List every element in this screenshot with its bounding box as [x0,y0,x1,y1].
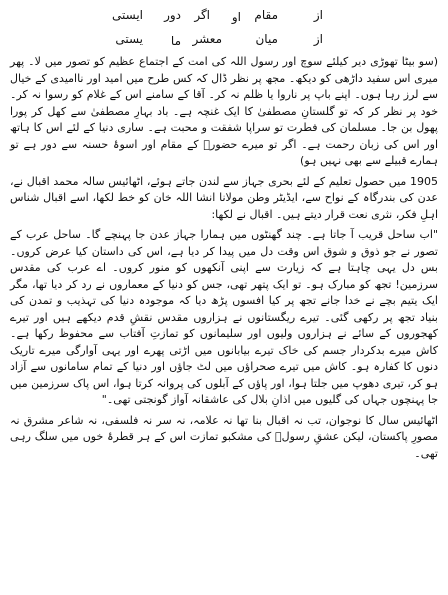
couplet-word: معشر [192,32,222,46]
letter-quote-paragraph: "اب ساحل قریب آ جاتا ہے۔ چند گھنٹوں میں ہمارا جہاز عدن جا پہنچے گا۔ ساحل عرب کے تصور نے جو ذوق و شوق اس وقت دل میں پیدا کر دیا ہے، اس کی داستان کیا عرض کروں۔ بس دل یہی چاہتا ہے کہ زیارت سے اپنی آنکھوں کو منور کروں۔ اے عرب کی مقدس سرزمین! تجھ کو مبارک ہو۔ تو ایک پتھر تھی، جس کو دنیا کے معماروں نے رد کر دیا تھا، مگر ایک یتیم بچے نے خدا جانے تجھ پر کیا افسوں پڑھ دیا کہ موجودہ دنیا کی تہذیب و تمدن کی بنیاد تجھ پر رکھی گئی۔ تیرے ریگستانوں نے ہزاروں مقدس نقشِ قدم دیکھے ہیں اور تیرے کھجوروں کے سائے نے ہزاروں ولیوں اور سلیمانوں کو تمازتِ آفتاب سے محفوظ رکھا ہے۔ کاش میرے بدکردار جسم کی خاک تیرے بیابانوں میں اڑتی پھرے اور یہی آوارگی میرے تاریک دنوں کا کفارہ ہو۔ کاش میں تیرے صحراؤں میں لٹ جاؤں اور دنیا کے تمام سامانوں سے آزاد ہو کر، تیری دھوپ میں جلتا ہوا، اور پاؤں کے آبلوں کی پروانہ کرتا ہوا، اس پاک سرزمین میں جا پہنچوں جہاں کی گلیوں میں اذانِ بلال کی عاشقانہ آواز گونجتی تھی۔" [10,228,438,406]
couplet-word: میان [255,32,278,46]
couplet-word: ایستی [111,8,143,22]
couplet-word: مقام [254,8,278,22]
couplet-word: او [231,10,241,24]
persian-couplet [10,6,438,54]
translation-paragraph: (سو بیٹا تھوڑی دیر کیلئے سوچ اور رسول اللہ کی امت کے اجتماع عظیم کو تصور میں لا۔ پھر میری اس سفید داڑھی کو دیکھ۔ مجھ پر نظر ڈال کہ کس طرح میں امید اور ناامیدی کے خیال سے لرز رہا ہوں۔ اپنے باپ پر ناروا یا ظلم نہ کر۔ آقا کے سامنے اس کے غلام کو رسوا نہ کر۔ خود پر نظر کر کہ تو گلستانِ مصطفیٰ کا ایک غنچہ ہے۔ باد بہارِ مصطفیٰ سے کھل کر پورا پھول بن جا۔ مسلمان کی فطرت تو سراپا شفقت و محبت ہے۔ ساری دنیا کے لئے اس کا ہاتھ اور اس کی زبان رحمت ہے۔ اگر تو میرے حضورؐ کے مقام اور اسوۂ حسنہ سے دور ہے تو ہمارے قبیلے سے بھی نہیں ہو) [10,55,438,167]
couplet-word: از [313,32,323,46]
couplet-word: اگر [194,8,210,22]
couplet-word: از [313,8,323,22]
couplet-word: دور [164,8,181,22]
couplet-word: ما [170,34,181,48]
closing-paragraph: اٹھائیس سال کا نوجوان، تب نہ اقبال بنا تھا نہ علامہ، نہ سر نہ فلسفی، نہ شاعر مشرق نہ مصورِ پاکستان، لیکن عشقِ رسولؐ کی مشکبو تمازت اس کے ہر قطرۂ خوں میں سلگ رہی تھی۔ [10,413,438,460]
couplet-word: یستی [115,32,143,46]
history-paragraph: 1905 میں حصول تعلیم کے لئے بحری جہاز سے لندن جاتے ہوئے، اٹھائیس سالہ محمد اقبال نے، عدن کی بندرگاہ کے نواح سے، ایڈیٹر وطن مولانا انشا اللہ خان کو خط لکھا، اسے اقبال شناس اہلِ فکر، نثری نعت قرار دیتے ہیں۔ اقبال نے لکھا: [10,174,438,221]
